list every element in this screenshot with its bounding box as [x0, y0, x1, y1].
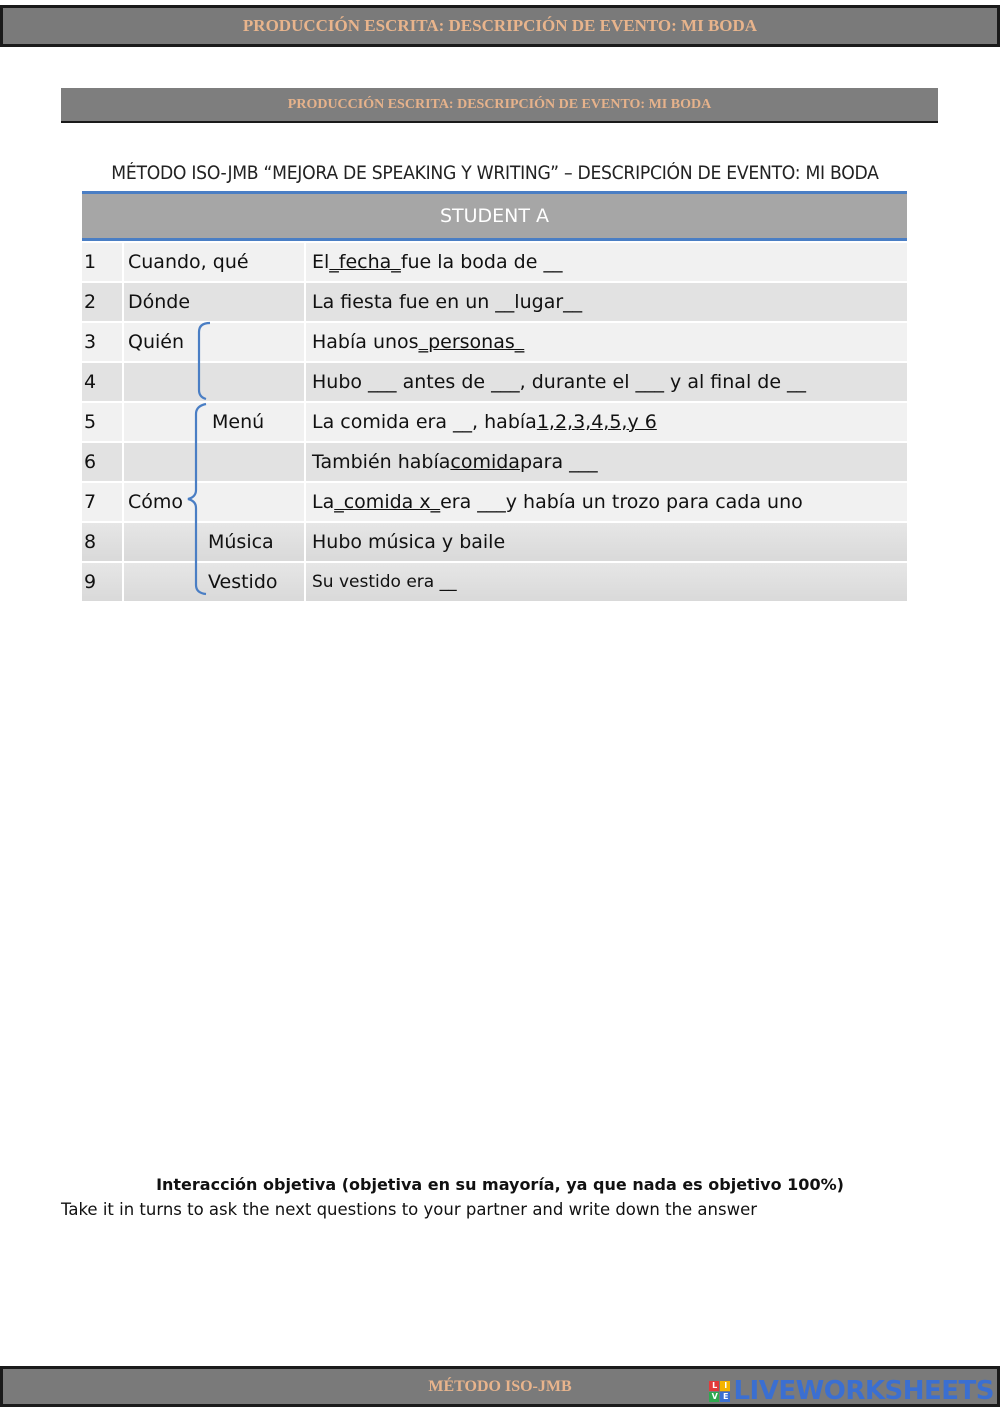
row-question: Dónde [126, 283, 306, 321]
row-text: Su vestido era __ [312, 572, 457, 592]
event-table [82, 243, 907, 603]
table-row [82, 403, 907, 443]
brand-grid-icon: L I V E [709, 1381, 730, 1402]
row-number: 8 [82, 523, 124, 561]
row-text: También había comida para ___ [312, 451, 598, 473]
table-row [82, 443, 907, 483]
row-number: 9 [82, 563, 124, 601]
table-row [82, 283, 907, 323]
footer-title: MÉTODO ISO-JMB [428, 1377, 572, 1395]
table-row [82, 563, 907, 603]
row-subcategory: Menú [212, 411, 265, 433]
row-number: 6 [82, 443, 124, 481]
brand-name: LIVEWORKSHEETS [733, 1376, 994, 1406]
table-row [82, 243, 907, 283]
section-header-title: PRODUCCIÓN ESCRITA: DESCRIPCIÓN DE EVENTO: MI BODA [287, 96, 712, 112]
row-text: Había unos _personas_ [312, 331, 525, 353]
row-subcategory: Vestido [208, 571, 278, 593]
table-row [82, 323, 907, 363]
row-text: Hubo ___ antes de ___, durante el ___ y al final de __ [312, 371, 807, 393]
table-row [82, 363, 907, 403]
row-question [126, 443, 306, 481]
row-subcategory: Música [208, 531, 274, 553]
row-text: El _fecha_ fue la boda de __ [312, 251, 563, 273]
row-text: La _comida x_ era ___y había un trozo para cada uno [312, 491, 803, 513]
row-question: Cómo [126, 483, 306, 521]
instructions-text: Take it in turns to ask the next questions to your partner and write down the answer [61, 1200, 758, 1219]
instructions-title: Interacción objetiva (objetiva en su mayoría, ya que nada es objetivo 100%) [156, 1175, 844, 1194]
row-text: Hubo música y baile [312, 531, 506, 553]
table-title: MÉTODO ISO-JMB “MEJORA DE SPEAKING Y WRITING” – DESCRIPCIÓN DE EVENTO: MI BODA [111, 163, 879, 184]
row-question: Quién [126, 323, 306, 361]
top-header-bar [0, 5, 1000, 47]
row-number: 5 [82, 403, 124, 441]
row-number: 2 [82, 283, 124, 321]
row-question: Cuando, qué [126, 243, 306, 281]
row-number: 4 [82, 363, 124, 401]
brand-logo[interactable] [709, 1375, 994, 1407]
row-number: 3 [82, 323, 124, 361]
table-row [82, 483, 907, 523]
top-header-title: PRODUCCIÓN ESCRITA: DESCRIPCIÓN DE EVENTO: MI BODA [242, 16, 758, 35]
row-number: 1 [82, 243, 124, 281]
student-label: STUDENT A [439, 205, 550, 227]
row-text: La comida era __, había 1,2,3,4,5,y 6 [312, 411, 657, 433]
section-header-bar [61, 88, 938, 123]
student-label-bar [82, 191, 907, 241]
row-question [126, 363, 306, 401]
row-text: La fiesta fue en un __lugar__ [312, 291, 583, 313]
row-number: 7 [82, 483, 124, 521]
table-row [82, 523, 907, 563]
